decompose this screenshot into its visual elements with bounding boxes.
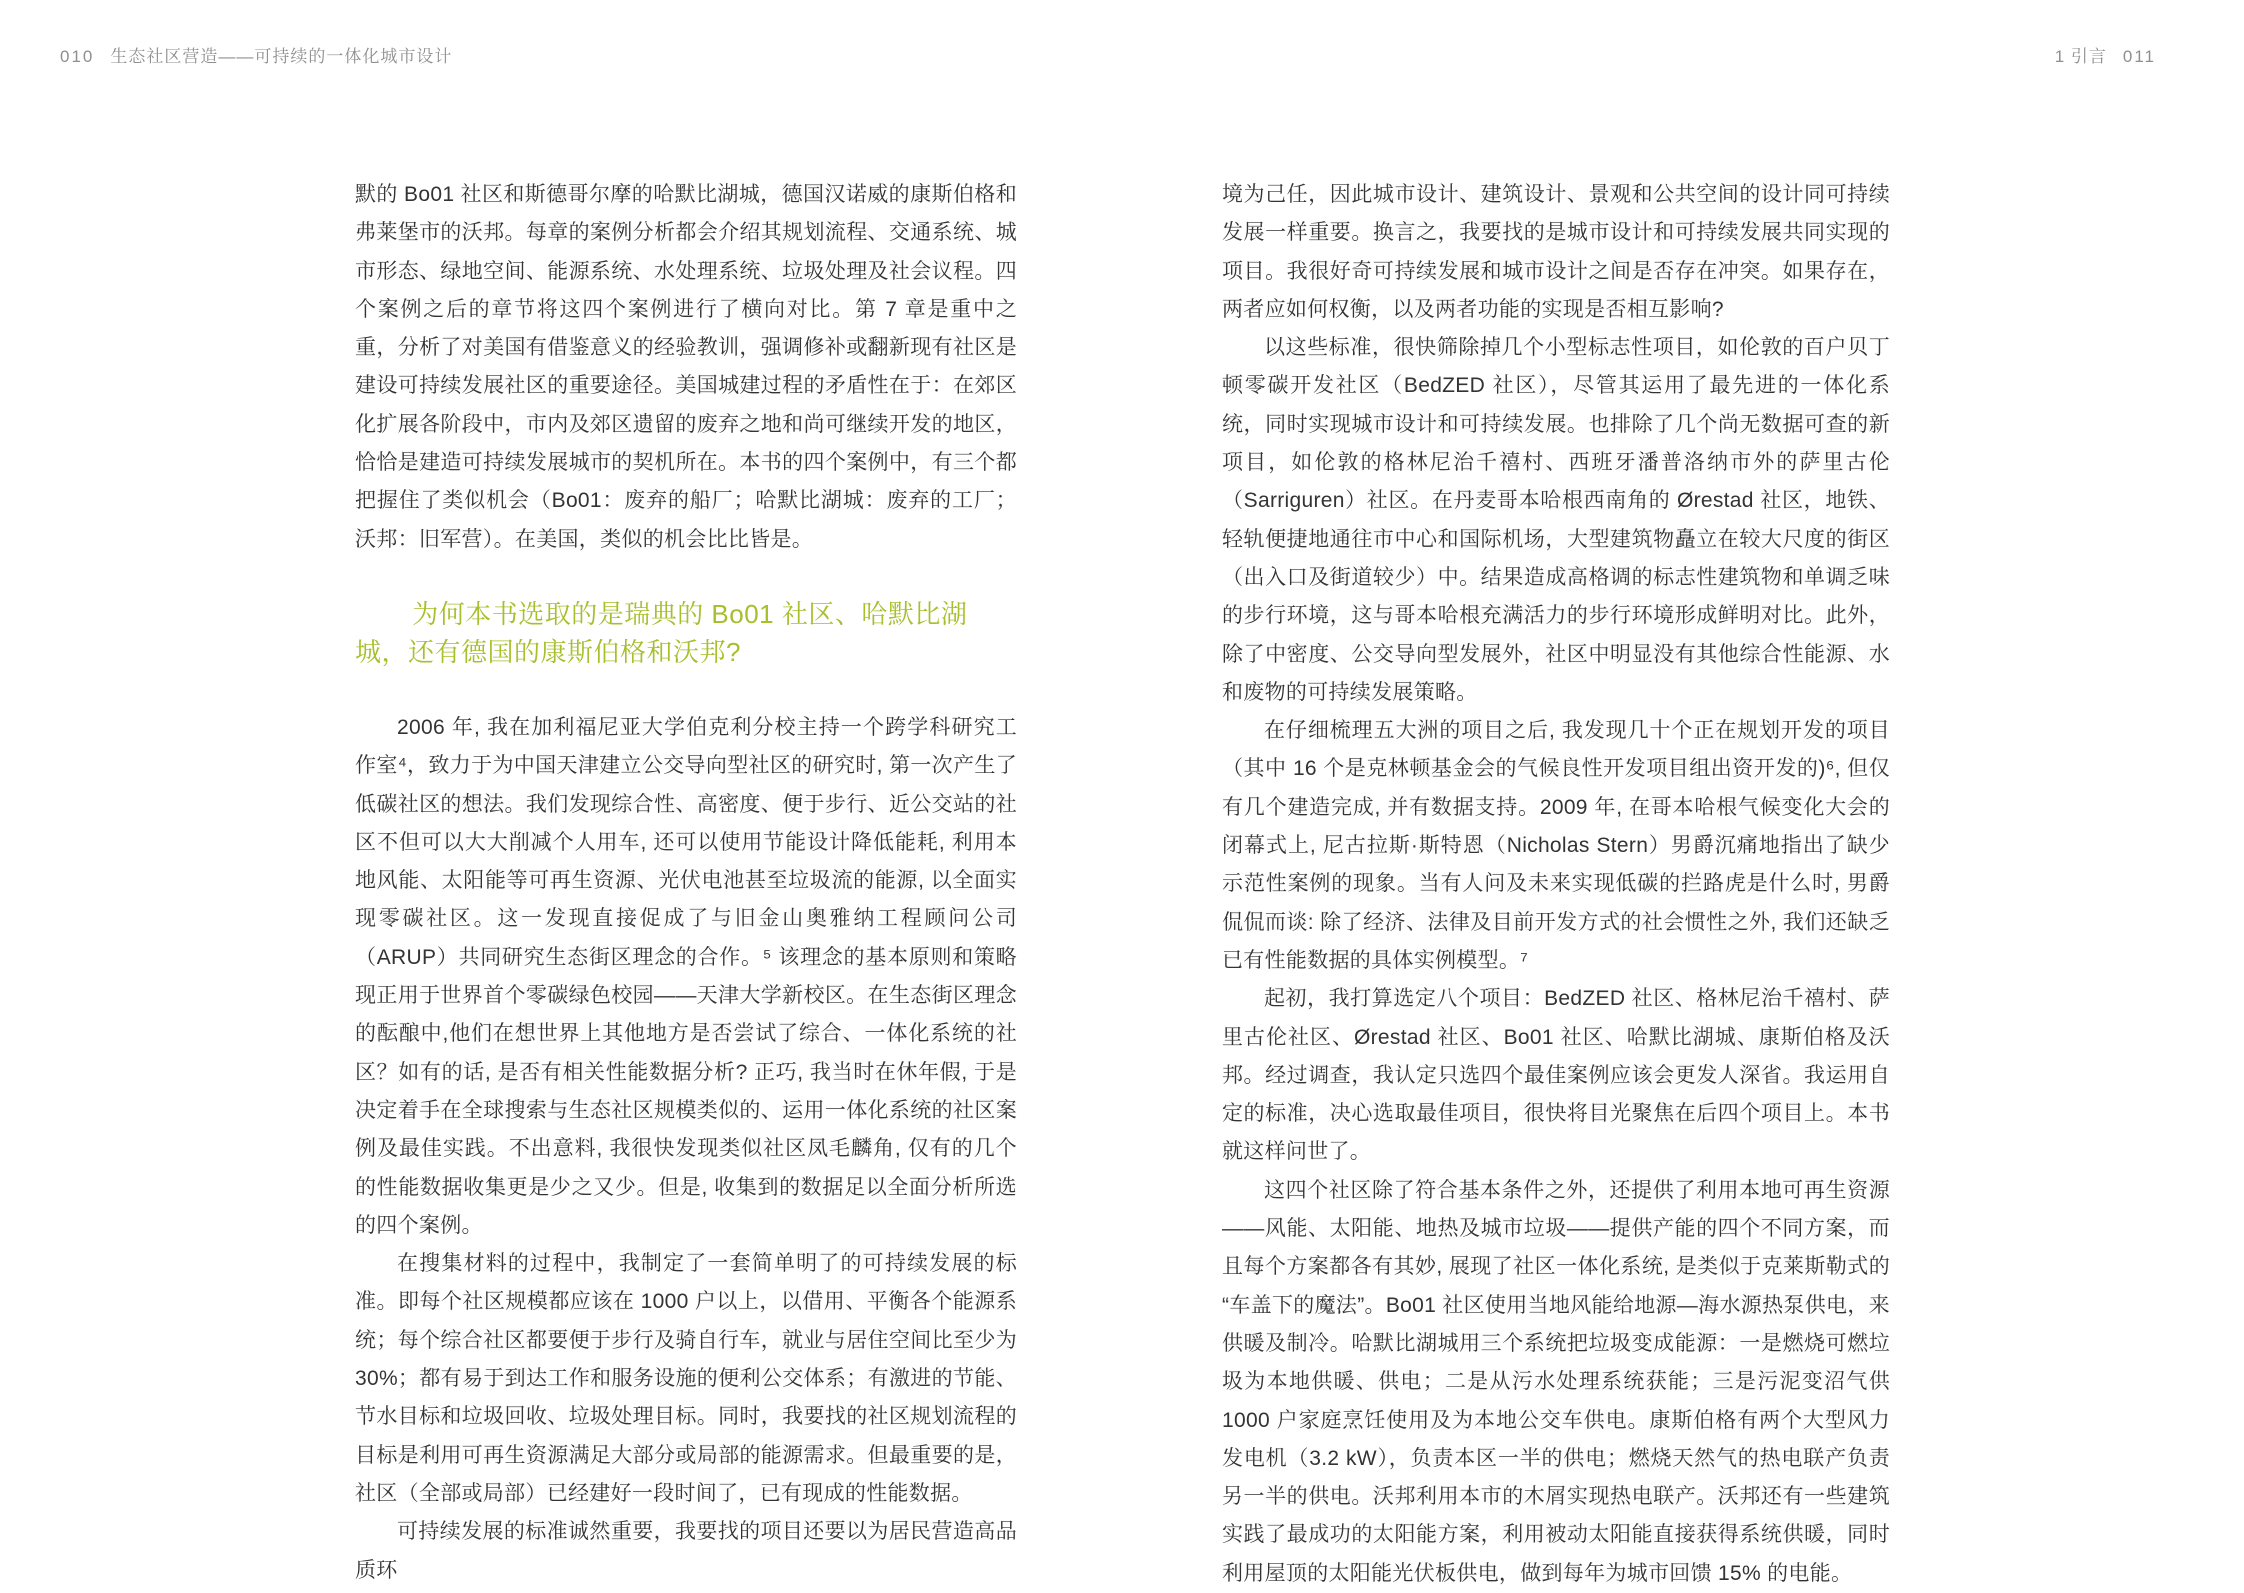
body-paragraph: 这四个社区除了符合基本条件之外，还提供了利用本地可再生资源——风能、太阳能、地热及城市垃圾——提供产能的四个不同方案，而且每个方案都各有其妙, 展现了社区一体化系统, 是类似于克莱斯勒式的“车盖下的魔法”。Bo01 社区使用当地风能给地源—海水源热泵供电，来供暖及制冷。哈默比湖城用三个系统把垃圾变成能源：一是燃烧可燃垃圾为本地供暖、供电；二是从污水处理系统获能；三是污泥变沼气供 1000 户家庭烹饪使用及为本地公交车供电。康斯伯格有两个大型风力发电机（3.2 kW），负责本区一半的供电；燃烧天然气的热电联产负责另一半的供电。沃邦利用本市的木屑实现热电联产。沃邦还有一些建筑实践了最成功的太阳能方案，利用被动太阳能直接获得系统供暖，同时利用屋顶的太阳能光伏板供电，做到每年为城市回馈 15% 的电能。 (1222, 1178, 1890, 1585)
section-heading: 为何本书选取的是瑞典的 Bo01 社区、哈默比湖城，还有德国的康斯伯格和沃邦? (355, 598, 968, 667)
left-page-number: 010 (60, 47, 95, 66)
body-paragraph: 在搜集材料的过程中，我制定了一套简单明了的可持续发展的标准。即每个社区规模都应该在 1000 户以上，以借用、平衡各个能源系统；每个综合社区都要便于步行及骑自行车，就业与居住空间比至少为 30%；都有易于到达工作和服务设施的便利公交体系；有激进的节能、节水目标和垃圾回收、垃圾处理目标。同时，我要找的社区规划流程的目标是利用可再生资源满足大部分或局部的能源需求。但最重要的是，社区（全部或局部）已经建好一段时间了，已有现成的性能数据。 (355, 1252, 1017, 1505)
body-paragraph: 可持续发展的标准诚然重要，我要找的项目还要以为居民营造高品质环 (355, 1520, 1017, 1582)
left-text-column (355, 176, 1017, 1590)
right-text-column (1222, 176, 1890, 1593)
book-title: 生态社区营造——可持续的一体化城市设计 (110, 47, 453, 66)
body-paragraph: 在仔细梳理五大洲的项目之后, 我发现几十个正在规划开发的项目（其中 16 个是克林顿基金会的气候良性开发项目组出资开发的)⁶, 但仅有几个建造完成, 并有数据支持。2009 年, 在哥本哈根气候变化大会的闭幕式上, 尼古拉斯·斯特恩（Nicholas Stern）男爵沉痛地指出了缺少示范性案例的现象。当有人问及未来实现低碳的拦路虎是什么时, 男爵侃侃而谈: 除了经济、法律及目前开发方式的社会惯性之外, 我们还缺乏已有性能数据的具体实例模型。⁷ (1222, 719, 1890, 972)
chapter-title: 1 引言 (2054, 47, 2107, 66)
left-page-header (60, 42, 452, 67)
body-paragraph: 境为己任，因此城市设计、建筑设计、景观和公共空间的设计同可持续发展一样重要。换言之，我要找的是城市设计和可持续发展共同实现的项目。我很好奇可持续发展和城市设计之间是否存在冲突。如果存在，两者应如何权衡，以及两者功能的实现是否相互影响? (1222, 183, 1890, 321)
body-paragraph: 2006 年, 我在加利福尼亚大学伯克利分校主持一个跨学科研究工作室⁴，致力于为中国天津建立公交导向型社区的研究时, 第一次产生了低碳社区的想法。我们发现综合性、高密度、便于步行、近公交站的社区不但可以大大削减个人用车, 还可以使用节能设计降低能耗, 利用本地风能、太阳能等可再生资源、光伏电池甚至垃圾流的能源, 以全面实现零碳社区。这一发现直接促成了与旧金山奥雅纳工程顾问公司（ARUP）共同研究生态街区理念的合作。⁵ 该理念的基本原则和策略现正用于世界首个零碳绿色校园——天津大学新校区。在生态街区理念的酝酿中,他们在想世界上其他地方是否尝试了综合、一体化系统的社区？如有的话, 是否有相关性能数据分析? 正巧, 我当时在休年假, 于是决定着手在全球搜索与生态社区规模类似的、运用一体化系统的社区案例及最佳实践。不出意料, 我很快发现类似社区凤毛麟角, 仅有的几个的性能数据收集更是少之又少。但是, 收集到的数据足以全面分析所选的四个案例。 (355, 715, 1017, 1237)
right-page-header (2055, 42, 2156, 67)
body-paragraph: 默的 Bo01 社区和斯德哥尔摩的哈默比湖城，德国汉诺威的康斯伯格和弗莱堡市的沃邦。每章的案例分析都会介绍其规划流程、交通系统、城市形态、绿地空间、能源系统、水处理系统、垃圾处理及社会议程。四个案例之后的章节将这四个案例进行了横向对比。第 7 章是重中之重，分析了对美国有借鉴意义的经验教训，强调修补或翻新现有社区是建设可持续发展社区的重要途径。美国城建过程的矛盾性在于：在郊区化扩展各阶段中，市内及郊区遗留的废弃之地和尚可继续开发的地区，恰恰是建造可持续发展城市的契机所在。本书的四个案例中，有三个都把握住了类似机会（Bo01：废弃的船厂；哈默比湖城：废弃的工厂；沃邦：旧军营）。在美国，类似的机会比比皆是。 (355, 183, 1017, 551)
right-page-number: 011 (2122, 47, 2156, 66)
body-paragraph: 以这些标准，很快筛除掉几个小型标志性项目，如伦敦的百户贝丁顿零碳开发社区（BedZED 社区），尽管其运用了最先进的一体化系统，同时实现城市设计和可持续发展。也排除了几个尚无数据可查的新项目，如伦敦的格林尼治千禧村、西班牙潘普洛纳市外的萨里古伦（Sarriguren）社区。在丹麦哥本哈根西南角的 Ørestad 社区，地铁、轻轨便捷地通往市中心和国际机场，大型建筑物矗立在较大尺度的街区（出入口及街道较少）中。结果造成高格调的标志性建筑物和单调乏味的步行环境，这与哥本哈根充满活力的步行环境形成鲜明对比。此外，除了中密度、公交导向型发展外，社区中明显没有其他综合性能源、水和废物的可持续发展策略。 (1222, 336, 1890, 704)
body-paragraph: 起初，我打算选定八个项目：BedZED 社区、格林尼治千禧村、萨里古伦社区、Ørestad 社区、Bo01 社区、哈默比湖城、康斯伯格及沃邦。经过调查，我认定只选四个最佳案例应该会更发人深省。我运用自定的标准，决心选取最佳项目，很快将目光聚焦在后四个项目上。本书就这样问世了。 (1222, 987, 1890, 1164)
